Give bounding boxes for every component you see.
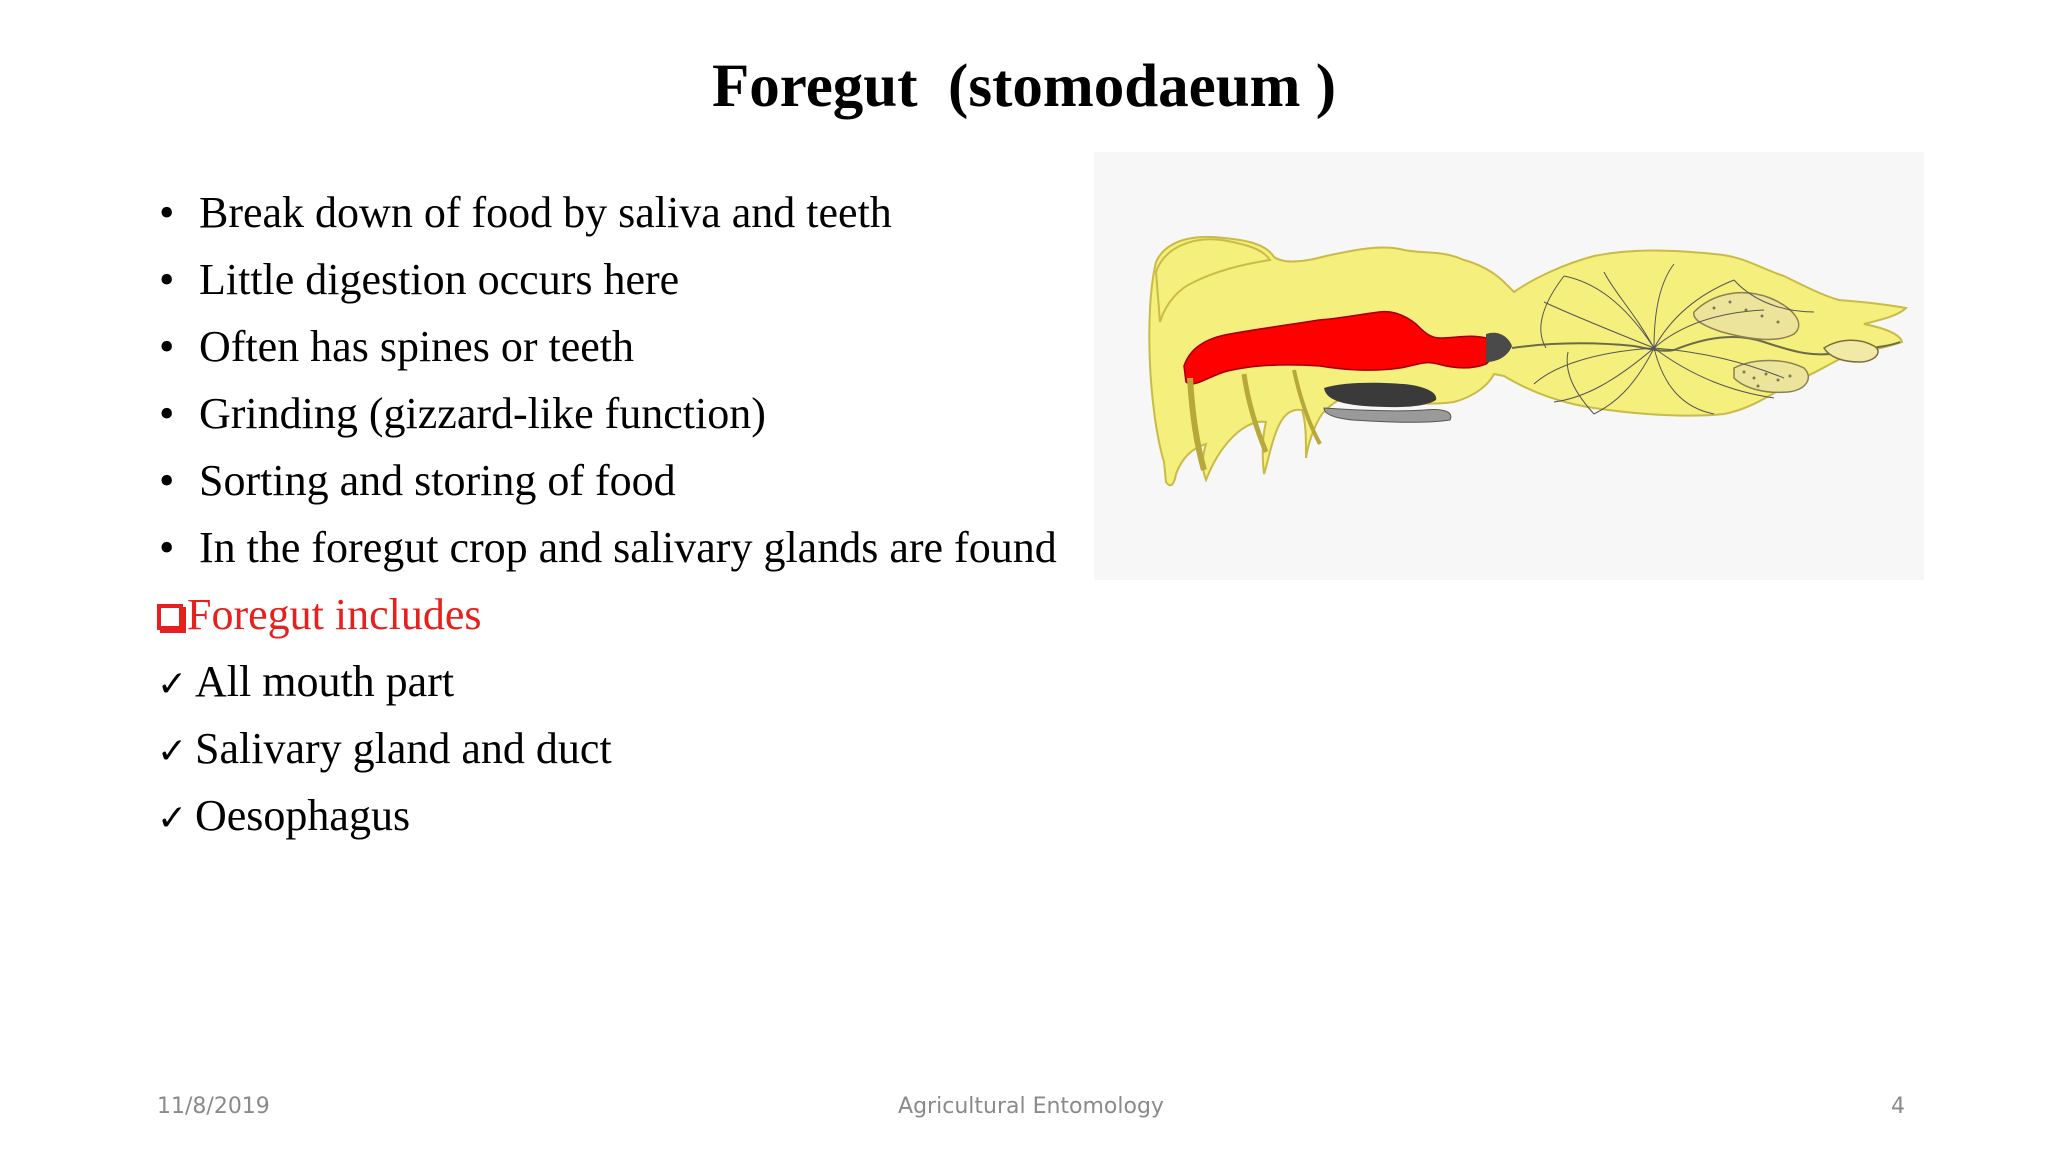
bullet-marker: • [159,322,175,371]
footer-title: Agricultural Entomology [898,1094,1164,1119]
page-number: 4 [1891,1094,1905,1119]
check-item [157,655,1094,722]
bullet-text: Grinding (gizzard-like function) [199,389,766,438]
includes-heading [157,588,1094,655]
insect-illustration [1094,152,1924,580]
check-item-text: Oesophagus [195,791,411,840]
bullet-text: In the foregut crop and salivary glands are found [199,523,1057,572]
bullet-text: Break down of food by saliva and teeth [199,188,892,237]
salivary-duct [1324,408,1451,422]
checkmark-icon: ✓ [157,798,188,839]
bullet-marker: • [159,188,175,237]
slide-body [157,186,1094,886]
checkmark-icon: ✓ [157,731,188,772]
insect-digestive-diagram [1094,152,1924,580]
check-item-text: All mouth part [195,657,455,706]
checkbox-square-icon [157,604,183,630]
footer-date: 11/8/2019 [157,1094,270,1119]
bullet-marker: • [159,389,175,438]
check-item-text: Salivary gland and duct [195,724,612,773]
checkmark-icon: ✓ [157,664,188,705]
bullet-text: Often has spines or teeth [199,322,634,371]
bullet-marker: • [159,523,175,572]
bullet-item [157,186,1094,253]
bullet-text: Little digestion occurs here [199,255,680,304]
bullet-marker: • [159,456,175,505]
bullet-text: Sorting and storing of food [199,456,676,505]
check-item [157,789,1094,856]
slide-title: Foregut (stomodaeum ) [711,53,1337,120]
check-item [157,722,1094,789]
bullet-marker: • [159,255,175,304]
bullet-item [157,320,1094,387]
bullet-item [157,454,1094,521]
includes-heading-text: Foregut includes [187,590,482,639]
bullet-item [157,521,1094,588]
bullet-item [157,253,1094,320]
bullet-item [157,387,1094,454]
